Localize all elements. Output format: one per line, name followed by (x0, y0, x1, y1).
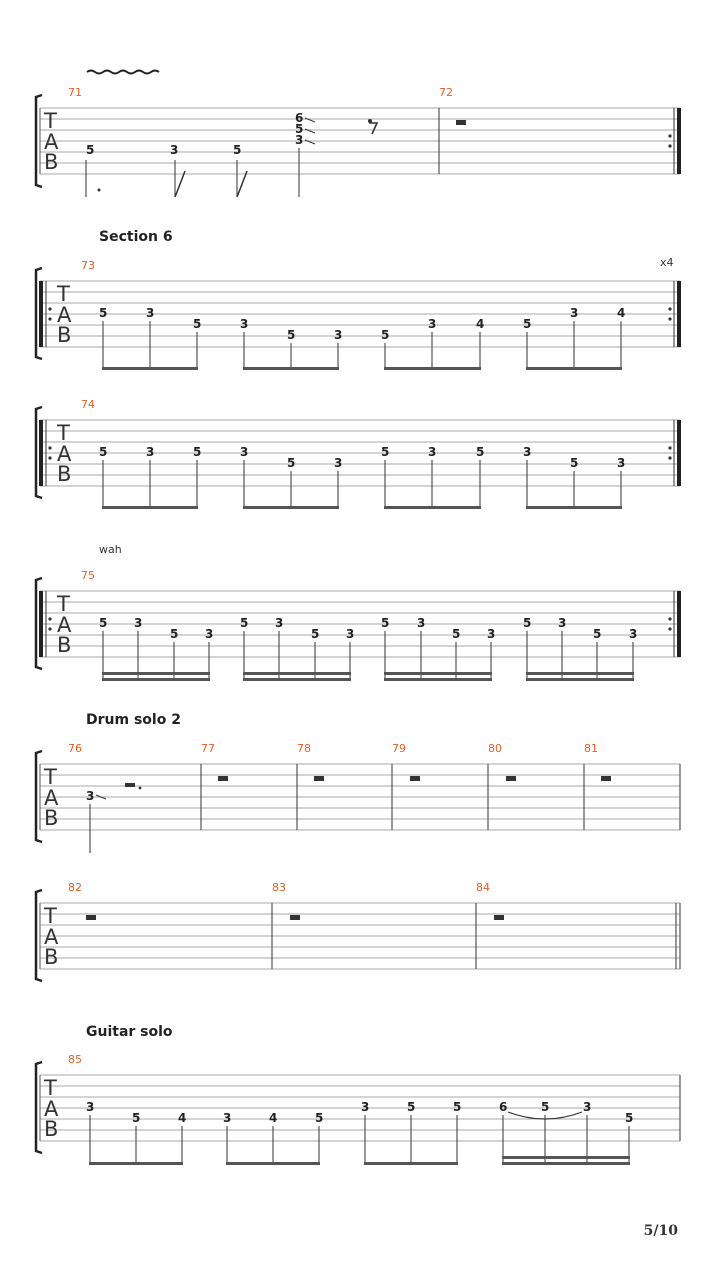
fret-number: 3 (86, 1100, 95, 1114)
tab-clef (56, 282, 72, 347)
fret-number: 5 (86, 143, 95, 157)
fret-number: 5 (287, 456, 296, 470)
measure-number: 74 (81, 398, 95, 411)
fret-number: 5 (381, 445, 390, 459)
section-label: Drum solo 2 (86, 712, 181, 728)
tab-clef-a: A (44, 130, 59, 154)
system-7 (36, 1053, 680, 1165)
effect-label: wah (99, 543, 122, 556)
whole-rest-icon (218, 776, 228, 781)
measure-number: 79 (392, 742, 406, 755)
fret-number: 5 (170, 627, 179, 641)
tab-clef-b: B (44, 1117, 59, 1141)
measure-number: 82 (68, 881, 82, 894)
half-rest-icon (125, 783, 135, 787)
fret-number: 3 (558, 616, 567, 630)
fret-number: 4 (617, 306, 626, 320)
fret-number: 5 (570, 456, 579, 470)
tab-clef-a: A (57, 613, 72, 637)
page-number: 5/10 (643, 1223, 678, 1239)
tab-clef-b: B (57, 323, 72, 347)
fret-numbers (86, 111, 303, 157)
fret-number: 5 (315, 1111, 324, 1125)
fret-number: 3 (223, 1111, 232, 1125)
measure-number: 71 (68, 86, 82, 99)
fret-number: 3 (346, 627, 355, 641)
fret-number: 5 (240, 616, 249, 630)
measure-number: 76 (68, 742, 82, 755)
fret-number: 3 (134, 616, 143, 630)
fret-number: 4 (269, 1111, 278, 1125)
fret-number: 3 (170, 143, 179, 157)
tab-clef-b: B (44, 150, 59, 174)
staff-lines (40, 281, 680, 347)
staff-lines (40, 903, 680, 969)
beams (102, 506, 622, 509)
fret-number: 3 (334, 328, 343, 342)
dotted-note-icon (98, 189, 101, 192)
beams (102, 672, 634, 681)
tab-clef (43, 765, 59, 830)
fret-number: 5 (381, 616, 390, 630)
staff-lines (40, 108, 680, 174)
fret-number: 5 (381, 328, 390, 342)
fret-number: 3 (617, 456, 626, 470)
fret-number: 3 (240, 445, 249, 459)
fret-numbers (99, 445, 625, 470)
fret-number: 3 (240, 317, 249, 331)
tab-clef-b: B (44, 945, 59, 969)
measure-number: 80 (488, 742, 502, 755)
fret-number: 5 (523, 616, 532, 630)
tab-clef-t: T (44, 109, 57, 133)
measure-number: 85 (68, 1053, 82, 1066)
tab-clef (43, 904, 59, 969)
whole-rests (86, 915, 504, 920)
fret-number: 5 (132, 1111, 141, 1125)
fret-numbers (86, 1100, 633, 1125)
system-4 (36, 569, 681, 681)
fret-number: 5 (476, 445, 485, 459)
section-label: Section 6 (99, 229, 173, 245)
whole-rests (218, 776, 611, 781)
fret-number: 5 (99, 616, 108, 630)
fret-number: 5 (193, 445, 202, 459)
tab-clef (56, 421, 72, 486)
tab-clef (43, 1076, 59, 1141)
tab-clef-b: B (44, 806, 59, 830)
fret-number: 5 (295, 122, 304, 136)
fret-number: 3 (487, 627, 496, 641)
system-1 (36, 71, 681, 198)
fret-number: 3 (523, 445, 532, 459)
tab-clef-t: T (44, 765, 57, 789)
measure-number: 75 (81, 569, 95, 582)
fret-number: 3 (334, 456, 343, 470)
whole-rest-icon (290, 915, 300, 920)
fret-number: 3 (295, 133, 304, 147)
whole-rest-icon (314, 776, 324, 781)
vibrato-mark (87, 71, 159, 74)
fret-number: 6 (295, 111, 304, 125)
measure-number: 72 (439, 86, 453, 99)
system-2 (36, 259, 681, 370)
whole-rest-icon (506, 776, 516, 781)
fret-number: 5 (593, 627, 602, 641)
fret-number: 5 (193, 317, 202, 331)
staff-lines (40, 420, 680, 486)
fret-number: 6 (499, 1100, 508, 1114)
fret-number: 3 (428, 445, 437, 459)
note-stems (103, 321, 621, 369)
tab-clef-a: A (44, 925, 59, 949)
repeat-count: x4 (660, 256, 674, 269)
tab-clef-t: T (44, 1076, 57, 1100)
fret-number: 3 (428, 317, 437, 331)
rest-dot-icon (139, 787, 142, 790)
fret-number: 3 (583, 1100, 592, 1114)
fret-number: 3 (146, 306, 155, 320)
fret-number: 3 (146, 445, 155, 459)
system-5 (36, 742, 680, 853)
fret-number: 3 (205, 627, 214, 641)
eighth-rest-icon (368, 119, 377, 134)
fret-numbers (99, 616, 637, 641)
measure-number: 77 (201, 742, 215, 755)
whole-rest-icon (86, 915, 96, 920)
fret-number: 5 (99, 306, 108, 320)
note-stems (103, 460, 621, 508)
tab-clef-a: A (44, 786, 59, 810)
fret-number: 5 (407, 1100, 416, 1114)
measure-number: 78 (297, 742, 311, 755)
tab-clef (56, 592, 72, 657)
tab-clef-a: A (57, 442, 72, 466)
fret-number: 3 (570, 306, 579, 320)
tab-clef-a: A (44, 1097, 59, 1121)
fret-number: 5 (452, 627, 461, 641)
whole-rest-icon (456, 120, 466, 125)
fret-number: 3 (361, 1100, 370, 1114)
tab-clef-b: B (57, 462, 72, 486)
tab-clef (43, 109, 59, 174)
beams (102, 367, 622, 370)
tab-clef-t: T (57, 282, 70, 306)
tab-clef-t: T (44, 904, 57, 928)
fret-number: 5 (311, 627, 320, 641)
fret-number: 5 (541, 1100, 550, 1114)
measure-number: 84 (476, 881, 490, 894)
fret-number: 5 (453, 1100, 462, 1114)
measure-number: 73 (81, 259, 95, 272)
fret-number: 5 (523, 317, 532, 331)
fret-number: 5 (287, 328, 296, 342)
system-6 (36, 881, 680, 981)
beams (89, 1156, 630, 1165)
tab-clef-t: T (57, 592, 70, 616)
fret-number: 4 (178, 1111, 187, 1125)
fret-number: 5 (233, 143, 242, 157)
tab-clef-t: T (57, 421, 70, 445)
measure-number: 83 (272, 881, 286, 894)
tab-clef-a: A (57, 303, 72, 327)
tab-clef-b: B (57, 633, 72, 657)
fret-number: 5 (625, 1111, 634, 1125)
fret-number: 3 (629, 627, 638, 641)
whole-rest-icon (601, 776, 611, 781)
whole-rest-icon (410, 776, 420, 781)
section-label: Guitar solo (86, 1024, 173, 1040)
system-3 (36, 398, 681, 509)
fret-number: 3 (86, 789, 95, 803)
fret-number: 4 (476, 317, 485, 331)
whole-rest-icon (494, 915, 504, 920)
fret-number: 3 (275, 616, 284, 630)
measure-number: 81 (584, 742, 598, 755)
fret-numbers (99, 306, 625, 342)
fret-number: 3 (417, 616, 426, 630)
fret-number: 5 (99, 445, 108, 459)
